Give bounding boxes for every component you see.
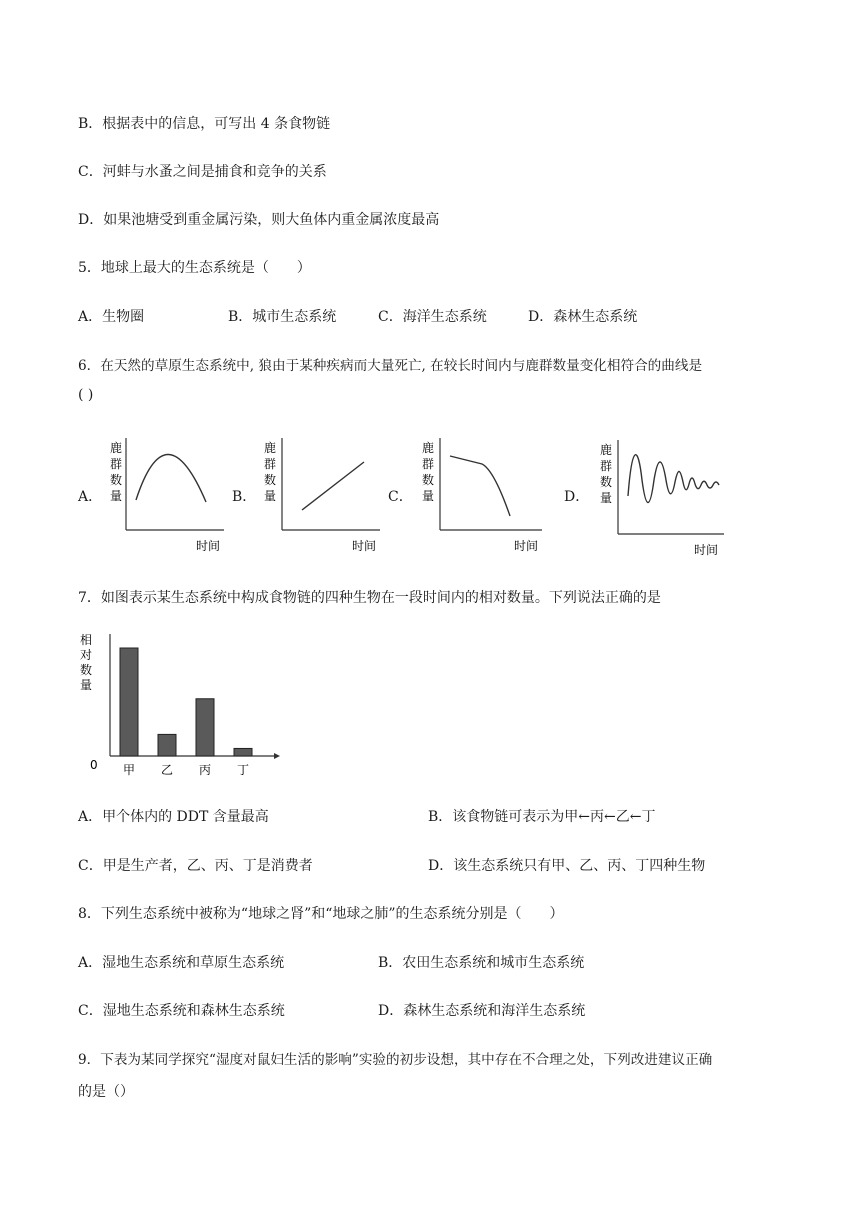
q7-category-label-2: 乙 [160,763,174,777]
q7-chart-bars [120,648,252,756]
graph-b-ylabel [264,440,276,503]
graph-b-ylabel-2: 群 [264,457,277,471]
graph-a-ylabel-4: 量 [110,489,123,503]
q6-letter-b: B． [232,489,257,505]
q8-option-a: A．湿地生态系统和草原生态系统 [78,955,285,971]
q7-option-c: C．甲是生产者，乙、丙、丁是消费者 [78,858,313,874]
q7-bar-4 [234,748,252,756]
q7-category-label-3: 丙 [198,763,212,777]
graph-a-xlabel: 时间 [196,539,221,553]
q7-chart-ylabel [80,632,92,692]
graph-b-ylabel-1: 鹿 [264,441,277,455]
graph-a-curve [136,454,206,502]
q4-option-d: D．如果池塘受到重金属污染，则大鱼体内重金属浓度最高 [78,212,440,228]
graph-a-ylabel-1: 鹿 [110,441,123,455]
graph-b-ylabel-3: 数 [264,473,277,487]
graph-d [596,440,731,559]
q9-stem-line1: 9．下表为某同学探究“湿度对鼠妇生活的影响”实验的初步设想，其中存在不合理之处，下列改进建议正确 [78,1052,713,1068]
q7-category-label-4: 丁 [236,763,250,777]
graph-c-svg [416,438,551,553]
q7-chart-ylabel-1: 相 [80,633,93,647]
q8-option-c: C．湿地生态系统和森林生态系统 [78,1003,285,1019]
q7-chart-ylabel-2: 对 [80,648,93,662]
graph-a-ylabel-3: 数 [110,473,123,487]
graph-c-ylabel [422,440,434,503]
q7-chart-origin: 0 [90,758,98,772]
graph-d-xlabel: 时间 [694,543,719,557]
graph-d-ylabel-4: 量 [600,491,613,505]
q7-chart-ylabel-3: 数 [80,663,93,677]
graph-a [100,438,235,557]
q7-chart-categories [123,763,249,777]
graph-d-ylabel [600,442,612,505]
q5-stem: 5．地球上最大的生态系统是（ ） [78,260,311,276]
graph-a-ylabel-2: 群 [110,457,123,471]
q7-chart-x-arrow [274,753,280,759]
q7-option-d: D．该生态系统只有甲、乙、丙、丁四种生物 [428,858,706,874]
q9-stem-line2: 的是（） [78,1084,134,1100]
graph-d-curve [628,455,719,503]
graph-d-svg [596,440,731,555]
q7-bar-3 [196,699,214,756]
graph-b [256,438,391,557]
q7-chart-ylabel-4: 量 [80,678,93,692]
q5-option-b: B．城市生态系统 [228,309,337,325]
graph-c [416,438,551,557]
graph-b-xlabel: 时间 [352,539,377,553]
graph-b-ylabel-4: 量 [264,489,277,503]
q5-option-d: D．森林生态系统 [528,309,638,325]
q6-letter-c: C． [388,489,413,505]
graph-c-ylabel-1: 鹿 [422,441,435,455]
q6-letter-a: A． [78,489,103,505]
q7-stem: 7．如图表示某生态系统中构成食物链的四种生物在一段时间内的相对数量。下列说法正确的是 [78,590,661,606]
graph-c-ylabel-3: 数 [422,473,435,487]
graph-d-ylabel-1: 鹿 [600,443,613,457]
q6-stem-line1: 6．在天然的草原生态系统中, 狼由于某种疾病而大量死亡, 在较长时间内与鹿群数量变化相符合的曲线是 [78,358,703,374]
graph-a-svg [100,438,235,553]
q7-category-label-1: 甲 [122,763,136,777]
q8-stem: 8．下列生态系统中被称为“地球之肾”和“地球之肺”的生态系统分别是（ ） [78,906,564,922]
q7-bar-1 [120,648,138,756]
graph-d-ylabel-3: 数 [600,475,613,489]
graph-c-ylabel-4: 量 [422,489,435,503]
q6-letter-d: D． [564,489,590,505]
graph-d-ylabel-2: 群 [600,459,613,473]
q7-bar-chart [76,632,286,784]
q7-option-a: A．甲个体内的 DDT 含量最高 [78,809,269,825]
graph-c-curve [450,456,510,516]
q7-bar-2 [158,734,176,756]
q6-stem-line2: ( ) [78,387,94,403]
graph-b-line [302,462,364,510]
q5-option-c: C．海洋生态系统 [378,309,487,325]
q4-option-c: C．河蚌与水蚤之间是捕食和竞争的关系 [78,164,327,180]
graph-c-xlabel: 时间 [514,539,539,553]
q7-option-b: B．该食物链可表示为甲←丙←乙←丁 [428,809,656,825]
graph-a-ylabel [110,440,122,503]
q8-option-d: D．森林生态系统和海洋生态系统 [378,1003,586,1019]
q4-option-b: B．根据表中的信息，可写出 4 条食物链 [78,116,331,132]
q7-bar-chart-svg [76,632,286,780]
q5-option-a: A．生物圈 [78,309,145,325]
q8-option-b: B．农田生态系统和城市生态系统 [378,955,585,971]
graph-b-svg [256,438,391,553]
graph-c-ylabel-2: 群 [422,457,435,471]
